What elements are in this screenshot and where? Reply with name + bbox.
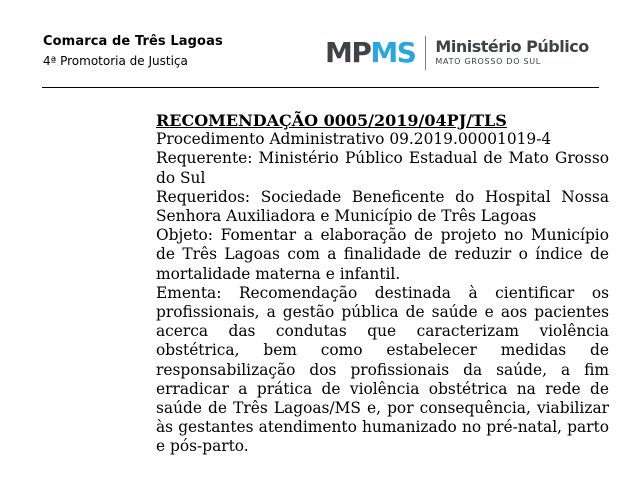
- ementa-paragraph: Ementa: Recomendação destinada à cientificar os profissionais, a gestão pública de saúde e aos pacientes acerca das condutas que caracterizam violência obstétrica, bem como estabelecer medidas de responsabilização dos profissionais da saúde, a fim erradicar a prática de violência obstétrica na rede de saúde de Três Lagoas/MS e, por consequência, viabilizar às gestantes atendimento humanizado no pré-natal, parto e pós-parto.: [156, 283, 609, 456]
- comarca-label: Comarca de Três Lagoas: [43, 34, 223, 49]
- logo-mp-text: MP: [325, 36, 371, 69]
- header-divider: [42, 87, 599, 88]
- logo-wordmark: [435, 38, 588, 68]
- promotoria-label: 4ª Promotoria de Justiça: [43, 54, 188, 68]
- requerente-paragraph: Requerente: Ministério Público Estadual de Mato Grosso do Sul: [156, 149, 609, 187]
- logo-ms-text: MS: [370, 36, 416, 69]
- objeto-paragraph: Objeto: Fomentar a elaboração de projeto no Município de Três Lagoas com a finalidade de reduzir o índice de mortalidade materna e infantil.: [156, 226, 609, 283]
- mpms-logo: [325, 36, 589, 70]
- document-header: [43, 34, 223, 68]
- document-title: RECOMENDAÇÃO 0005/2019/04PJ/TLS: [156, 111, 507, 130]
- logo-ministerio-publico: Ministério Público: [435, 37, 589, 56]
- requeridos-paragraph: Requeridos: Sociedade Beneficente do Hospital Nossa Senhora Auxiliadora e Município de Três Lagoas: [156, 187, 609, 226]
- procedimento-line: Procedimento Administrativo 09.2019.00001019-4: [156, 130, 552, 149]
- logo-separator: [425, 36, 426, 70]
- logo-mato-grosso-do-sul: MATO GROSSO DO SUL: [435, 57, 541, 66]
- document-body: [156, 111, 609, 457]
